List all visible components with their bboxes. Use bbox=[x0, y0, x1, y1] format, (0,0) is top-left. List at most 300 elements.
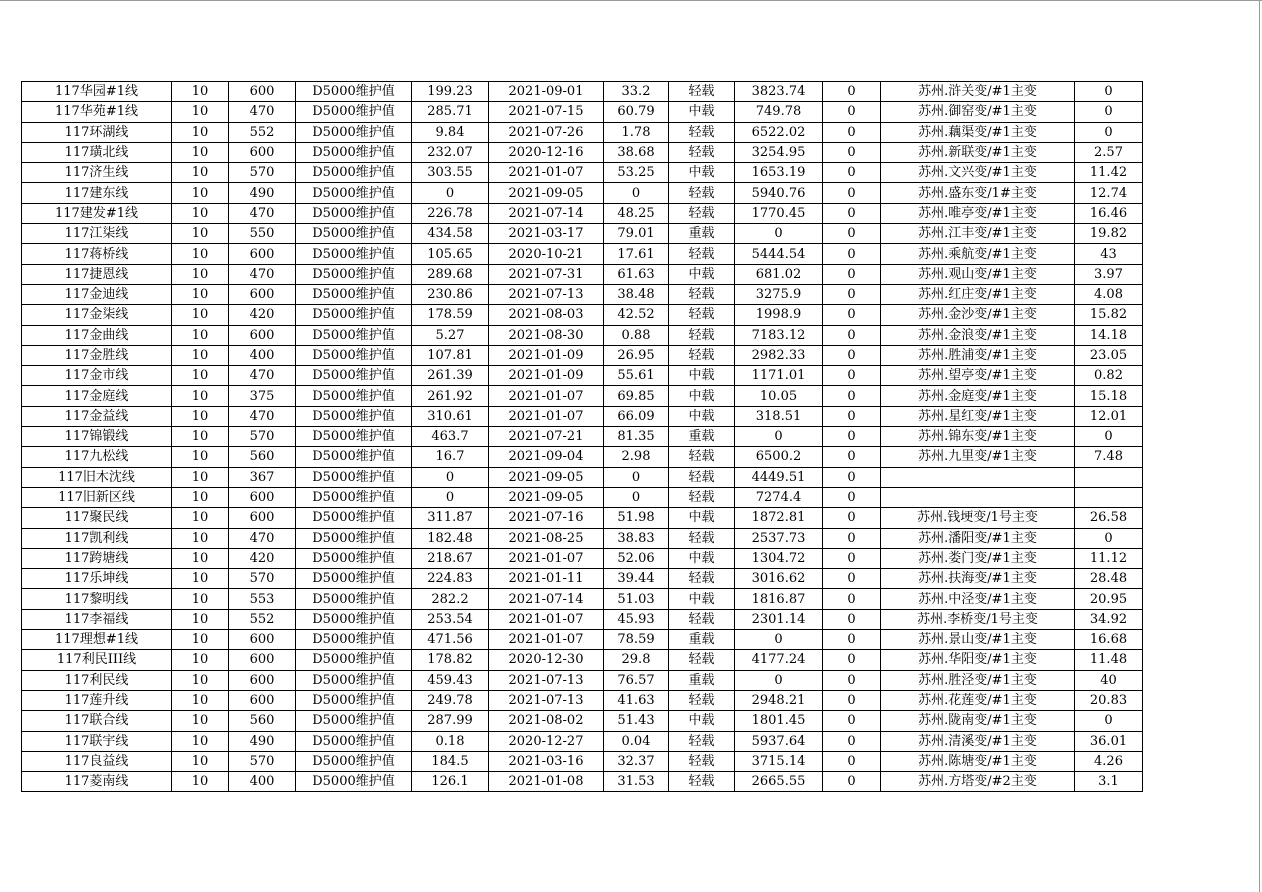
line-name-cell: 117菱南线 bbox=[22, 772, 172, 792]
line-name-cell: 117凯利线 bbox=[22, 528, 172, 548]
voltage-cell: 10 bbox=[172, 548, 229, 568]
source-cell: D5000维护值 bbox=[296, 345, 412, 365]
voltage-cell: 10 bbox=[172, 528, 229, 548]
rated-current-cell: 570 bbox=[229, 427, 296, 447]
max-current-cell: 199.23 bbox=[412, 82, 489, 102]
table-row bbox=[22, 264, 1143, 284]
max-current-cell: 16.7 bbox=[412, 447, 489, 467]
date-cell: 2021-03-16 bbox=[489, 751, 604, 771]
date-cell: 2021-07-16 bbox=[489, 508, 604, 528]
date-cell: 2021-01-07 bbox=[489, 609, 604, 629]
max-current-cell: 261.92 bbox=[412, 386, 489, 406]
value-cell: 19.82 bbox=[1075, 224, 1143, 244]
rated-current-cell: 400 bbox=[229, 772, 296, 792]
load-level-cell: 重载 bbox=[669, 670, 735, 690]
source-cell: D5000维护值 bbox=[296, 589, 412, 609]
max-current-cell: 230.86 bbox=[412, 284, 489, 304]
rated-current-cell: 600 bbox=[229, 142, 296, 162]
source-cell: D5000维护值 bbox=[296, 548, 412, 568]
load-rate-cell: 51.98 bbox=[604, 508, 669, 528]
transformer-cell: 苏州.九里变/#1主变 bbox=[881, 447, 1075, 467]
rated-current-cell: 490 bbox=[229, 731, 296, 751]
line-name-cell: 117金曲线 bbox=[22, 325, 172, 345]
value-cell: 0 bbox=[823, 264, 881, 284]
load-rate-cell: 52.06 bbox=[604, 548, 669, 568]
rated-current-cell: 570 bbox=[229, 163, 296, 183]
line-name-cell: 117金市线 bbox=[22, 366, 172, 386]
voltage-cell: 10 bbox=[172, 650, 229, 670]
transformer-cell: 苏州.中泾变/#1主变 bbox=[881, 589, 1075, 609]
value-cell: 0 bbox=[823, 630, 881, 650]
line-name-cell: 117利民III线 bbox=[22, 650, 172, 670]
date-cell: 2021-07-21 bbox=[489, 427, 604, 447]
available-capacity-cell: 749.78 bbox=[735, 102, 823, 122]
rated-current-cell: 600 bbox=[229, 630, 296, 650]
value-cell: 26.58 bbox=[1075, 508, 1143, 528]
voltage-cell: 10 bbox=[172, 569, 229, 589]
load-rate-cell: 0.04 bbox=[604, 731, 669, 751]
value-cell: 12.74 bbox=[1075, 183, 1143, 203]
value-cell: 0 bbox=[823, 142, 881, 162]
voltage-cell: 10 bbox=[172, 772, 229, 792]
available-capacity-cell: 318.51 bbox=[735, 406, 823, 426]
load-level-cell: 轻载 bbox=[669, 731, 735, 751]
load-rate-cell: 81.35 bbox=[604, 427, 669, 447]
table-row bbox=[22, 203, 1143, 223]
value-cell: 0 bbox=[823, 325, 881, 345]
max-current-cell: 434.58 bbox=[412, 224, 489, 244]
source-cell: D5000维护值 bbox=[296, 122, 412, 142]
line-name-cell: 117旧新区线 bbox=[22, 487, 172, 507]
rated-current-cell: 470 bbox=[229, 406, 296, 426]
table-row bbox=[22, 447, 1143, 467]
source-cell: D5000维护值 bbox=[296, 142, 412, 162]
value-cell: 11.48 bbox=[1075, 650, 1143, 670]
date-cell: 2020-10-21 bbox=[489, 244, 604, 264]
transformer-cell: 苏州.钱埂变/1号主变 bbox=[881, 508, 1075, 528]
date-cell: 2021-08-03 bbox=[489, 305, 604, 325]
transformer-cell: 苏州.花莲变/#1主变 bbox=[881, 690, 1075, 710]
line-name-cell: 117理想#1线 bbox=[22, 630, 172, 650]
transformer-cell: 苏州.娄门变/#1主变 bbox=[881, 548, 1075, 568]
available-capacity-cell: 7274.4 bbox=[735, 487, 823, 507]
table-row bbox=[22, 244, 1143, 264]
transformer-cell bbox=[881, 487, 1075, 507]
available-capacity-cell: 4177.24 bbox=[735, 650, 823, 670]
max-current-cell: 105.65 bbox=[412, 244, 489, 264]
value-cell: 23.05 bbox=[1075, 345, 1143, 365]
transformer-cell: 苏州.盛东变/1#主变 bbox=[881, 183, 1075, 203]
transformer-cell: 苏州.胜浦变/#1主变 bbox=[881, 345, 1075, 365]
available-capacity-cell: 1653.19 bbox=[735, 163, 823, 183]
transformer-cell: 苏州.红庄变/#1主变 bbox=[881, 284, 1075, 304]
available-capacity-cell: 0 bbox=[735, 670, 823, 690]
date-cell: 2021-09-04 bbox=[489, 447, 604, 467]
table-body bbox=[22, 82, 1143, 792]
voltage-cell: 10 bbox=[172, 284, 229, 304]
value-cell: 34.92 bbox=[1075, 609, 1143, 629]
line-name-cell: 117良益线 bbox=[22, 751, 172, 771]
available-capacity-cell: 3254.95 bbox=[735, 142, 823, 162]
load-level-cell: 中载 bbox=[669, 589, 735, 609]
source-cell: D5000维护值 bbox=[296, 630, 412, 650]
date-cell: 2021-07-13 bbox=[489, 670, 604, 690]
source-cell: D5000维护值 bbox=[296, 406, 412, 426]
load-rate-cell: 38.68 bbox=[604, 142, 669, 162]
date-cell: 2021-01-09 bbox=[489, 345, 604, 365]
load-level-cell: 中载 bbox=[669, 711, 735, 731]
available-capacity-cell: 2301.14 bbox=[735, 609, 823, 629]
value-cell: 11.12 bbox=[1075, 548, 1143, 568]
source-cell: D5000维护值 bbox=[296, 203, 412, 223]
line-name-cell: 117捷恩线 bbox=[22, 264, 172, 284]
date-cell: 2021-07-14 bbox=[489, 589, 604, 609]
table-row bbox=[22, 163, 1143, 183]
source-cell: D5000维护值 bbox=[296, 487, 412, 507]
value-cell: 14.18 bbox=[1075, 325, 1143, 345]
source-cell: D5000维护值 bbox=[296, 264, 412, 284]
transformer-cell: 苏州.浒关变/#1主变 bbox=[881, 82, 1075, 102]
load-rate-cell: 33.2 bbox=[604, 82, 669, 102]
value-cell: 0 bbox=[1075, 122, 1143, 142]
load-level-cell: 重载 bbox=[669, 630, 735, 650]
load-rate-cell: 42.52 bbox=[604, 305, 669, 325]
transformer-cell: 苏州.方塔变/#2主变 bbox=[881, 772, 1075, 792]
load-rate-cell: 0 bbox=[604, 487, 669, 507]
transformer-cell: 苏州.陇南变/#1主变 bbox=[881, 711, 1075, 731]
value-cell: 0 bbox=[823, 487, 881, 507]
line-name-cell: 117莲升线 bbox=[22, 690, 172, 710]
date-cell: 2021-07-14 bbox=[489, 203, 604, 223]
value-cell: 16.46 bbox=[1075, 203, 1143, 223]
source-cell: D5000维护值 bbox=[296, 711, 412, 731]
line-name-cell: 117李福线 bbox=[22, 609, 172, 629]
transformer-cell: 苏州.扶海变/#1主变 bbox=[881, 569, 1075, 589]
rated-current-cell: 550 bbox=[229, 224, 296, 244]
load-rate-cell: 1.78 bbox=[604, 122, 669, 142]
load-rate-cell: 32.37 bbox=[604, 751, 669, 771]
transformer-cell: 苏州.潘阳变/#1主变 bbox=[881, 528, 1075, 548]
load-rate-cell: 55.61 bbox=[604, 366, 669, 386]
available-capacity-cell: 3823.74 bbox=[735, 82, 823, 102]
rated-current-cell: 470 bbox=[229, 203, 296, 223]
date-cell: 2021-03-17 bbox=[489, 224, 604, 244]
max-current-cell: 226.78 bbox=[412, 203, 489, 223]
line-name-cell: 117金柒线 bbox=[22, 305, 172, 325]
date-cell: 2021-09-01 bbox=[489, 82, 604, 102]
transformer-cell: 苏州.新联变/#1主变 bbox=[881, 142, 1075, 162]
available-capacity-cell: 5937.64 bbox=[735, 731, 823, 751]
voltage-cell: 10 bbox=[172, 183, 229, 203]
table-row bbox=[22, 487, 1143, 507]
load-rate-cell: 76.57 bbox=[604, 670, 669, 690]
value-cell: 28.48 bbox=[1075, 569, 1143, 589]
load-level-cell: 轻载 bbox=[669, 447, 735, 467]
transformer-cell: 苏州.李桥变/1号主变 bbox=[881, 609, 1075, 629]
date-cell: 2021-01-07 bbox=[489, 163, 604, 183]
load-level-cell: 中载 bbox=[669, 406, 735, 426]
table-row bbox=[22, 224, 1143, 244]
source-cell: D5000维护值 bbox=[296, 467, 412, 487]
load-level-cell: 轻载 bbox=[669, 122, 735, 142]
max-current-cell: 178.59 bbox=[412, 305, 489, 325]
load-level-cell: 轻载 bbox=[669, 569, 735, 589]
load-level-cell: 轻载 bbox=[669, 487, 735, 507]
available-capacity-cell: 4449.51 bbox=[735, 467, 823, 487]
line-name-cell: 117建发#1线 bbox=[22, 203, 172, 223]
table-row bbox=[22, 102, 1143, 122]
available-capacity-cell: 3275.9 bbox=[735, 284, 823, 304]
source-cell: D5000维护值 bbox=[296, 366, 412, 386]
voltage-cell: 10 bbox=[172, 142, 229, 162]
rated-current-cell: 490 bbox=[229, 183, 296, 203]
available-capacity-cell: 5940.76 bbox=[735, 183, 823, 203]
load-rate-cell: 17.61 bbox=[604, 244, 669, 264]
load-level-cell: 轻载 bbox=[669, 772, 735, 792]
voltage-cell: 10 bbox=[172, 122, 229, 142]
transformer-cell: 苏州.胜泾变/#1主变 bbox=[881, 670, 1075, 690]
line-name-cell: 117旧木沈线 bbox=[22, 467, 172, 487]
value-cell: 0 bbox=[823, 102, 881, 122]
load-level-cell: 轻载 bbox=[669, 690, 735, 710]
value-cell: 0 bbox=[823, 386, 881, 406]
table-row bbox=[22, 772, 1143, 792]
load-rate-cell: 38.83 bbox=[604, 528, 669, 548]
available-capacity-cell: 1770.45 bbox=[735, 203, 823, 223]
line-name-cell: 117利民线 bbox=[22, 670, 172, 690]
rated-current-cell: 600 bbox=[229, 325, 296, 345]
load-level-cell: 轻载 bbox=[669, 325, 735, 345]
table-row bbox=[22, 569, 1143, 589]
transformer-cell bbox=[881, 467, 1075, 487]
date-cell: 2021-07-26 bbox=[489, 122, 604, 142]
table-row bbox=[22, 345, 1143, 365]
value-cell: 0 bbox=[823, 345, 881, 365]
source-cell: D5000维护值 bbox=[296, 528, 412, 548]
load-rate-cell: 79.01 bbox=[604, 224, 669, 244]
max-current-cell: 224.83 bbox=[412, 569, 489, 589]
max-current-cell: 0 bbox=[412, 467, 489, 487]
load-rate-cell: 0 bbox=[604, 467, 669, 487]
rated-current-cell: 600 bbox=[229, 508, 296, 528]
voltage-cell: 10 bbox=[172, 589, 229, 609]
date-cell: 2021-09-05 bbox=[489, 487, 604, 507]
transformer-cell: 苏州.乘航变/#1主变 bbox=[881, 244, 1075, 264]
source-cell: D5000维护值 bbox=[296, 325, 412, 345]
value-cell: 0 bbox=[823, 528, 881, 548]
load-rate-cell: 51.43 bbox=[604, 711, 669, 731]
load-level-cell: 轻载 bbox=[669, 609, 735, 629]
value-cell: 0 bbox=[823, 569, 881, 589]
max-current-cell: 9.84 bbox=[412, 122, 489, 142]
load-level-cell: 中载 bbox=[669, 508, 735, 528]
date-cell: 2021-01-07 bbox=[489, 406, 604, 426]
available-capacity-cell: 2537.73 bbox=[735, 528, 823, 548]
value-cell: 0 bbox=[823, 589, 881, 609]
line-name-cell: 117锦锻线 bbox=[22, 427, 172, 447]
load-level-cell: 重载 bbox=[669, 224, 735, 244]
value-cell: 12.01 bbox=[1075, 406, 1143, 426]
table-row bbox=[22, 751, 1143, 771]
source-cell: D5000维护值 bbox=[296, 670, 412, 690]
rated-current-cell: 600 bbox=[229, 487, 296, 507]
voltage-cell: 10 bbox=[172, 751, 229, 771]
source-cell: D5000维护值 bbox=[296, 305, 412, 325]
load-level-cell: 中载 bbox=[669, 163, 735, 183]
load-rate-cell: 0.88 bbox=[604, 325, 669, 345]
value-cell: 0 bbox=[1075, 82, 1143, 102]
max-current-cell: 182.48 bbox=[412, 528, 489, 548]
max-current-cell: 463.7 bbox=[412, 427, 489, 447]
date-cell: 2021-07-13 bbox=[489, 690, 604, 710]
transformer-cell: 苏州.藕渠变/#1主变 bbox=[881, 122, 1075, 142]
rated-current-cell: 367 bbox=[229, 467, 296, 487]
load-rate-cell: 2.98 bbox=[604, 447, 669, 467]
value-cell: 11.42 bbox=[1075, 163, 1143, 183]
load-rate-cell: 78.59 bbox=[604, 630, 669, 650]
available-capacity-cell: 1801.45 bbox=[735, 711, 823, 731]
date-cell: 2021-07-31 bbox=[489, 264, 604, 284]
voltage-cell: 10 bbox=[172, 690, 229, 710]
load-level-cell: 重载 bbox=[669, 427, 735, 447]
line-name-cell: 117黎明线 bbox=[22, 589, 172, 609]
max-current-cell: 285.71 bbox=[412, 102, 489, 122]
voltage-cell: 10 bbox=[172, 670, 229, 690]
line-name-cell: 117九松线 bbox=[22, 447, 172, 467]
rated-current-cell: 560 bbox=[229, 447, 296, 467]
value-cell: 0 bbox=[823, 690, 881, 710]
max-current-cell: 303.55 bbox=[412, 163, 489, 183]
load-level-cell: 轻载 bbox=[669, 305, 735, 325]
date-cell: 2021-08-02 bbox=[489, 711, 604, 731]
value-cell: 0 bbox=[1075, 102, 1143, 122]
load-level-cell: 中载 bbox=[669, 386, 735, 406]
date-cell: 2021-08-30 bbox=[489, 325, 604, 345]
source-cell: D5000维护值 bbox=[296, 102, 412, 122]
rated-current-cell: 560 bbox=[229, 711, 296, 731]
value-cell: 20.83 bbox=[1075, 690, 1143, 710]
table-row bbox=[22, 325, 1143, 345]
value-cell: 0 bbox=[823, 406, 881, 426]
voltage-cell: 10 bbox=[172, 467, 229, 487]
value-cell: 0 bbox=[823, 548, 881, 568]
value-cell: 0 bbox=[823, 82, 881, 102]
date-cell: 2021-08-25 bbox=[489, 528, 604, 548]
value-cell: 0 bbox=[823, 772, 881, 792]
rated-current-cell: 600 bbox=[229, 244, 296, 264]
table-row bbox=[22, 508, 1143, 528]
value-cell: 0 bbox=[823, 224, 881, 244]
rated-current-cell: 470 bbox=[229, 264, 296, 284]
available-capacity-cell: 10.05 bbox=[735, 386, 823, 406]
load-rate-cell: 39.44 bbox=[604, 569, 669, 589]
line-name-cell: 117乐坤线 bbox=[22, 569, 172, 589]
date-cell: 2021-01-07 bbox=[489, 630, 604, 650]
voltage-cell: 10 bbox=[172, 711, 229, 731]
value-cell: 0 bbox=[823, 244, 881, 264]
data-table bbox=[21, 81, 1143, 792]
rated-current-cell: 420 bbox=[229, 548, 296, 568]
source-cell: D5000维护值 bbox=[296, 751, 412, 771]
source-cell: D5000维护值 bbox=[296, 427, 412, 447]
voltage-cell: 10 bbox=[172, 366, 229, 386]
line-name-cell: 117联宇线 bbox=[22, 731, 172, 751]
date-cell: 2021-01-09 bbox=[489, 366, 604, 386]
max-current-cell: 0 bbox=[412, 487, 489, 507]
voltage-cell: 10 bbox=[172, 305, 229, 325]
load-rate-cell: 51.03 bbox=[604, 589, 669, 609]
source-cell: D5000维护值 bbox=[296, 284, 412, 304]
available-capacity-cell: 681.02 bbox=[735, 264, 823, 284]
voltage-cell: 10 bbox=[172, 386, 229, 406]
rated-current-cell: 600 bbox=[229, 690, 296, 710]
source-cell: D5000维护值 bbox=[296, 163, 412, 183]
source-cell: D5000维护值 bbox=[296, 731, 412, 751]
line-name-cell: 117金庭线 bbox=[22, 386, 172, 406]
rated-current-cell: 400 bbox=[229, 345, 296, 365]
load-level-cell: 中载 bbox=[669, 102, 735, 122]
max-current-cell: 282.2 bbox=[412, 589, 489, 609]
rated-current-cell: 552 bbox=[229, 122, 296, 142]
available-capacity-cell: 1816.87 bbox=[735, 589, 823, 609]
date-cell: 2020-12-30 bbox=[489, 650, 604, 670]
table-row bbox=[22, 650, 1143, 670]
rated-current-cell: 470 bbox=[229, 366, 296, 386]
load-rate-cell: 61.63 bbox=[604, 264, 669, 284]
date-cell: 2020-12-27 bbox=[489, 731, 604, 751]
line-name-cell: 117金益线 bbox=[22, 406, 172, 426]
date-cell: 2021-01-11 bbox=[489, 569, 604, 589]
available-capacity-cell: 1998.9 bbox=[735, 305, 823, 325]
load-rate-cell: 45.93 bbox=[604, 609, 669, 629]
max-current-cell: 311.87 bbox=[412, 508, 489, 528]
date-cell: 2021-09-05 bbox=[489, 467, 604, 487]
available-capacity-cell: 6522.02 bbox=[735, 122, 823, 142]
load-level-cell: 中载 bbox=[669, 366, 735, 386]
source-cell: D5000维护值 bbox=[296, 609, 412, 629]
transformer-cell: 苏州.金沙变/#1主变 bbox=[881, 305, 1075, 325]
max-current-cell: 471.56 bbox=[412, 630, 489, 650]
table-row bbox=[22, 366, 1143, 386]
value-cell: 20.95 bbox=[1075, 589, 1143, 609]
table-row bbox=[22, 609, 1143, 629]
rated-current-cell: 553 bbox=[229, 589, 296, 609]
table-row bbox=[22, 406, 1143, 426]
rated-current-cell: 420 bbox=[229, 305, 296, 325]
source-cell: D5000维护值 bbox=[296, 82, 412, 102]
available-capacity-cell: 0 bbox=[735, 224, 823, 244]
available-capacity-cell: 0 bbox=[735, 427, 823, 447]
max-current-cell: 287.99 bbox=[412, 711, 489, 731]
value-cell: 0 bbox=[1075, 711, 1143, 731]
table-row bbox=[22, 284, 1143, 304]
load-level-cell: 轻载 bbox=[669, 467, 735, 487]
load-level-cell: 轻载 bbox=[669, 244, 735, 264]
value-cell bbox=[1075, 467, 1143, 487]
load-level-cell: 中载 bbox=[669, 264, 735, 284]
transformer-cell: 苏州.星红变/#1主变 bbox=[881, 406, 1075, 426]
max-current-cell: 126.1 bbox=[412, 772, 489, 792]
table-row bbox=[22, 427, 1143, 447]
voltage-cell: 10 bbox=[172, 264, 229, 284]
voltage-cell: 10 bbox=[172, 203, 229, 223]
load-rate-cell: 53.25 bbox=[604, 163, 669, 183]
max-current-cell: 232.07 bbox=[412, 142, 489, 162]
max-current-cell: 178.82 bbox=[412, 650, 489, 670]
table-row bbox=[22, 711, 1143, 731]
max-current-cell: 184.5 bbox=[412, 751, 489, 771]
line-name-cell: 117建东线 bbox=[22, 183, 172, 203]
